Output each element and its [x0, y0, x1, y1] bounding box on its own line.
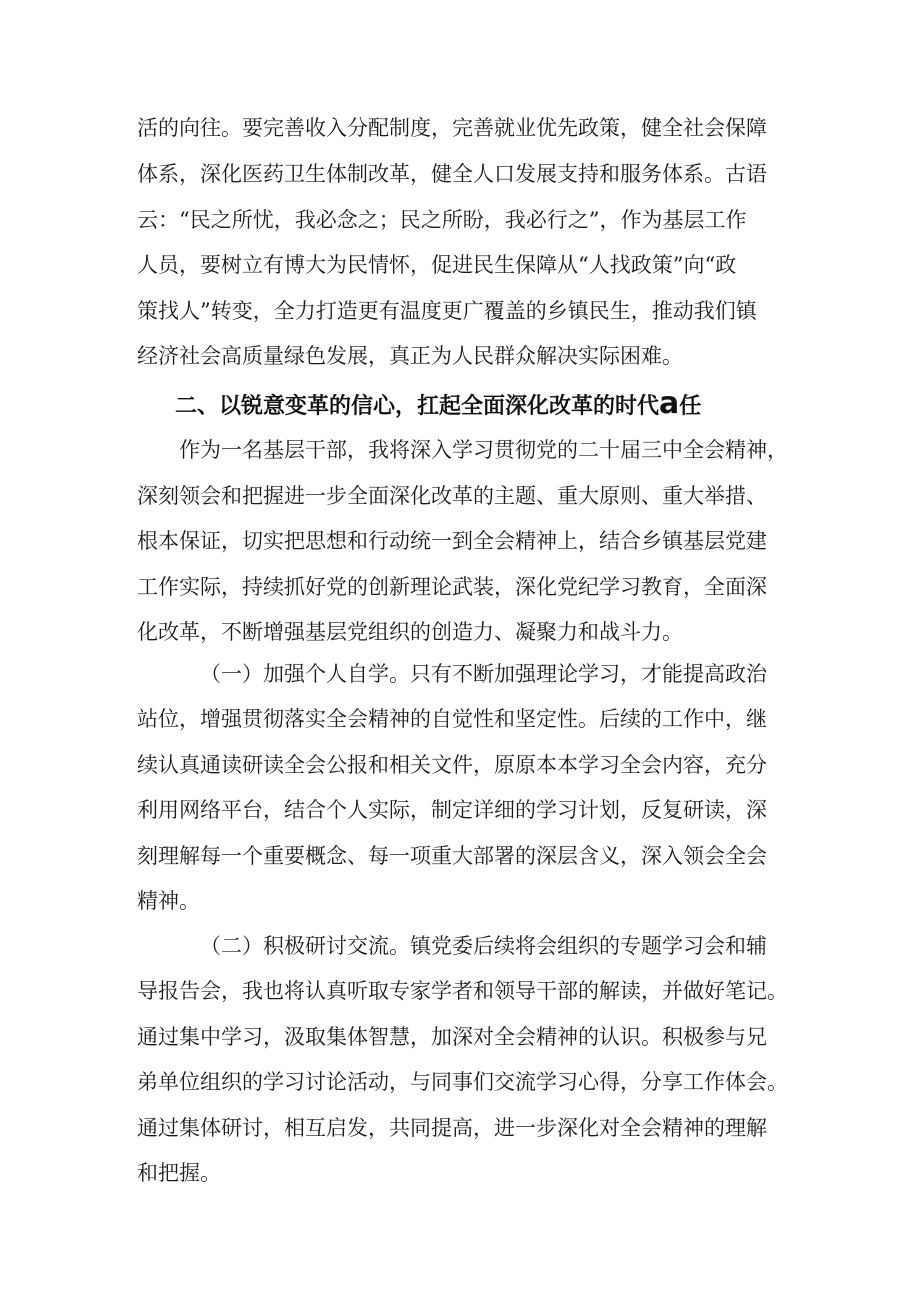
text-line: 经济社会高质量绿色发展，真正为人民群众解决实际困难。 [137, 344, 683, 368]
section-heading [175, 387, 701, 424]
text-line: 化改革，不断增强基层党组织的创造力、凝聚力和战斗力。 [137, 620, 683, 644]
text-line: 云：“民之所忧，我必念之；民之所盼，我必行之”，作为基层工作 [137, 208, 747, 232]
text-line: 策找人”转变，全力打造更有温度更广覆盖的乡镇民生，推动我们镇 [137, 299, 757, 323]
text-line: 精神。 [137, 889, 200, 913]
heading-text: 二、以锐意变革的信心，扛起全面深化改革的时代 [175, 394, 660, 419]
text-line: 工作实际，持续抓好党的创新理论武装，深化党纪学习教育，全面深 [137, 575, 767, 599]
text-line: 利用网络平台，结合个人实际，制定详细的学习计划，反复研读，深 [137, 798, 767, 822]
text-line: 深刻领会和把握进一步全面深化改革的主题、重大原则、重大举措、 [137, 484, 767, 508]
text-line: 根本保证，切实把思想和行动统一到全会精神上，结合乡镇基层党建 [137, 529, 767, 553]
text-line: 刻理解每一个重要概念、每一项重大部署的深层含义，深入领会全会 [137, 844, 767, 868]
text-line: （一）加强个人自学。只有不断加强理论学习，才能提高政治 [200, 662, 767, 686]
text-line: 活的向往。要完善收入分配制度，完善就业优先政策，健全社会保障 [137, 116, 767, 140]
heading-glyph: a [659, 386, 680, 421]
text-line: 通过集中学习，汲取集体智慧，加深对全会精神的认识。积极参与兄 [137, 1025, 767, 1049]
text-line: 站位，增强贯彻落实全会精神的自觉性和坚定性。后续的工作中，继 [137, 707, 767, 731]
text-line: 续认真通读研读全会公报和相关文件，原原本本学习全会内容，充分 [137, 753, 767, 777]
text-line: 作为一名基层干部，我将深入学习贯彻党的二十届三中全会精神， [179, 438, 788, 462]
text-line: 弟单位组织的学习讨论活动，与同事们交流学习心得，分享工作体会。 [137, 1070, 788, 1094]
text-line: 导报告会，我也将认真听取专家学者和领导干部的解读，并做好笔记。 [137, 979, 788, 1003]
text-line: 和把握。 [137, 1161, 221, 1185]
text-line: 人员，要树立有博大为民情怀，促进民生保障从“人找政策”向“政 [137, 253, 737, 277]
text-line: （二）积极研讨交流。镇党委后续将会组织的专题学习会和辅 [200, 934, 767, 958]
text-line: 体系，深化医药卫生体制改革，健全人口发展支持和服务体系。古语 [137, 162, 767, 186]
text-line: 通过集体研讨，相互启发，共同提高，进一步深化对全会精神的理解 [137, 1116, 767, 1140]
heading-text-end: 任 [679, 394, 702, 419]
